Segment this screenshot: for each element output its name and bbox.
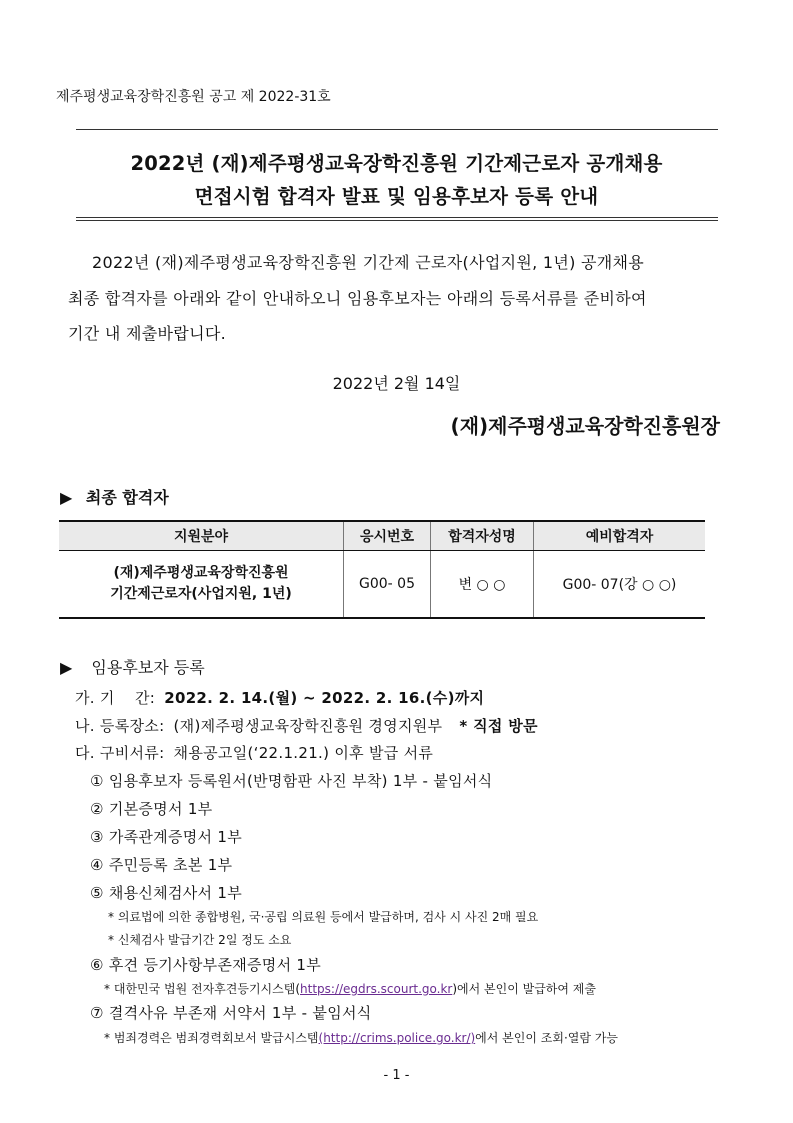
signature: (재)제주평생교육장학진흥원장 [450, 414, 720, 438]
cell-reserve: G00- 07(강 ○ ○) [534, 551, 706, 619]
period-value: 2022. 2. 14.(월) ~ 2022. 2. 16.(수)까지 [164, 689, 485, 707]
doc-item-7-note [104, 1029, 618, 1046]
egdrs-link[interactable]: https://egdrs.scourt.go.kr [300, 982, 453, 996]
cell-exam-no: G00- 05 [344, 551, 431, 619]
triangle-marker-icon: ▶ [60, 488, 73, 507]
title-rule-upper [76, 217, 718, 218]
place-row [75, 715, 538, 736]
cell-field [59, 551, 344, 619]
docs-row [75, 742, 433, 763]
table-row [59, 551, 705, 619]
section-heading: 최종 합격자 [85, 488, 169, 507]
period-row [75, 687, 484, 708]
intro-line2: 최종 합격자를 아래와 같이 안내하오니 임용후보자는 아래의 등록서류를 준비하여 [68, 289, 647, 308]
results-table [59, 520, 705, 619]
doc-item-7-note-pre: * 범죄경력은 범죄경력회보서 발급시스템 [104, 1031, 319, 1045]
doc-item-4: ④ 주민등록 초본 1부 [90, 856, 233, 874]
title-rule-lower [76, 220, 718, 221]
doc-item-6: ⑥ 후견 등기사항부존재증명서 1부 [90, 956, 322, 974]
doc-item-6-note [104, 980, 596, 997]
intro-line1: 2022년 (재)제주평생교육장학진흥원 기간제 근로자(사업지원, 1년) 공개채용 [92, 253, 645, 272]
col-header-exam-no: 응시번호 [344, 521, 431, 551]
doc-item-6-note-pre: * 대한민국 법원 전자후견등기시스템( [104, 982, 301, 996]
cell-field-line2: 기간제근로자(사업지원, 1년) [110, 586, 292, 602]
section-final-passers [60, 485, 169, 508]
doc-item-1: ① 임용후보자 등록원서(반명함판 사진 부착) 1부 - 붙임서식 [90, 772, 493, 790]
doc-item-2: ② 기본증명서 1부 [90, 800, 213, 818]
section-heading: 임용후보자 등록 [91, 658, 205, 677]
place-note: * 직접 방문 [459, 717, 538, 735]
period-label: 가. 기 간: [75, 689, 156, 707]
doc-item-5-note-a: * 의료법에 의한 종합병원, 국·공립 의료원 등에서 발급하며, 검사 시 사진 2매 필요 [108, 910, 539, 924]
notice-number: 제주평생교육장학진흥원 공고 제 2022-31호 [56, 89, 331, 105]
place-value: (재)제주평생교육장학진흥원 경영지원부 [173, 717, 443, 735]
doc-item-5: ⑤ 채용신체검사서 1부 [90, 884, 243, 902]
triangle-marker-icon: ▶ [60, 658, 73, 677]
place-label: 나. 등록장소: [75, 717, 165, 735]
announcement-date: 2022년 2월 14일 [332, 374, 461, 393]
col-header-name: 합격자성명 [431, 521, 534, 551]
doc-item-7-note-post: 에서 본인이 조회·열람 가능 [475, 1031, 618, 1045]
title-line2: 면접시험 합격자 발표 및 임용후보자 등록 안내 [194, 185, 599, 208]
doc-item-3: ③ 가족관계증명서 1부 [90, 828, 243, 846]
doc-item-5-note-b: * 신체검사 발급기간 2일 정도 소요 [108, 933, 292, 947]
top-rule [76, 129, 718, 130]
col-header-reserve: 예비합격자 [534, 521, 706, 551]
page-number: - 1 - [383, 1068, 410, 1083]
intro-line3: 기간 내 제출바랍니다. [68, 324, 226, 343]
docs-label: 다. 구비서류: [75, 744, 165, 762]
docs-value: 채용공고일(‘22.1.21.) 이후 발급 서류 [173, 744, 434, 762]
section-registration [60, 655, 205, 678]
title-line1: 2022년 (재)제주평생교육장학진흥원 기간제근로자 공개채용 [130, 152, 663, 175]
doc-item-7: ⑦ 결격사유 부존재 서약서 1부 - 붙임서식 [90, 1004, 372, 1022]
cell-name: 변 ○ ○ [431, 551, 534, 619]
cell-field-line1: (재)제주평생교육장학진흥원 [113, 565, 289, 581]
table-header-row [59, 521, 705, 551]
doc-item-6-note-post: )에서 본인이 발급하여 제출 [452, 982, 596, 996]
col-header-field: 지원분야 [59, 521, 344, 551]
crims-link[interactable]: (http://crims.police.go.kr/) [318, 1031, 476, 1045]
